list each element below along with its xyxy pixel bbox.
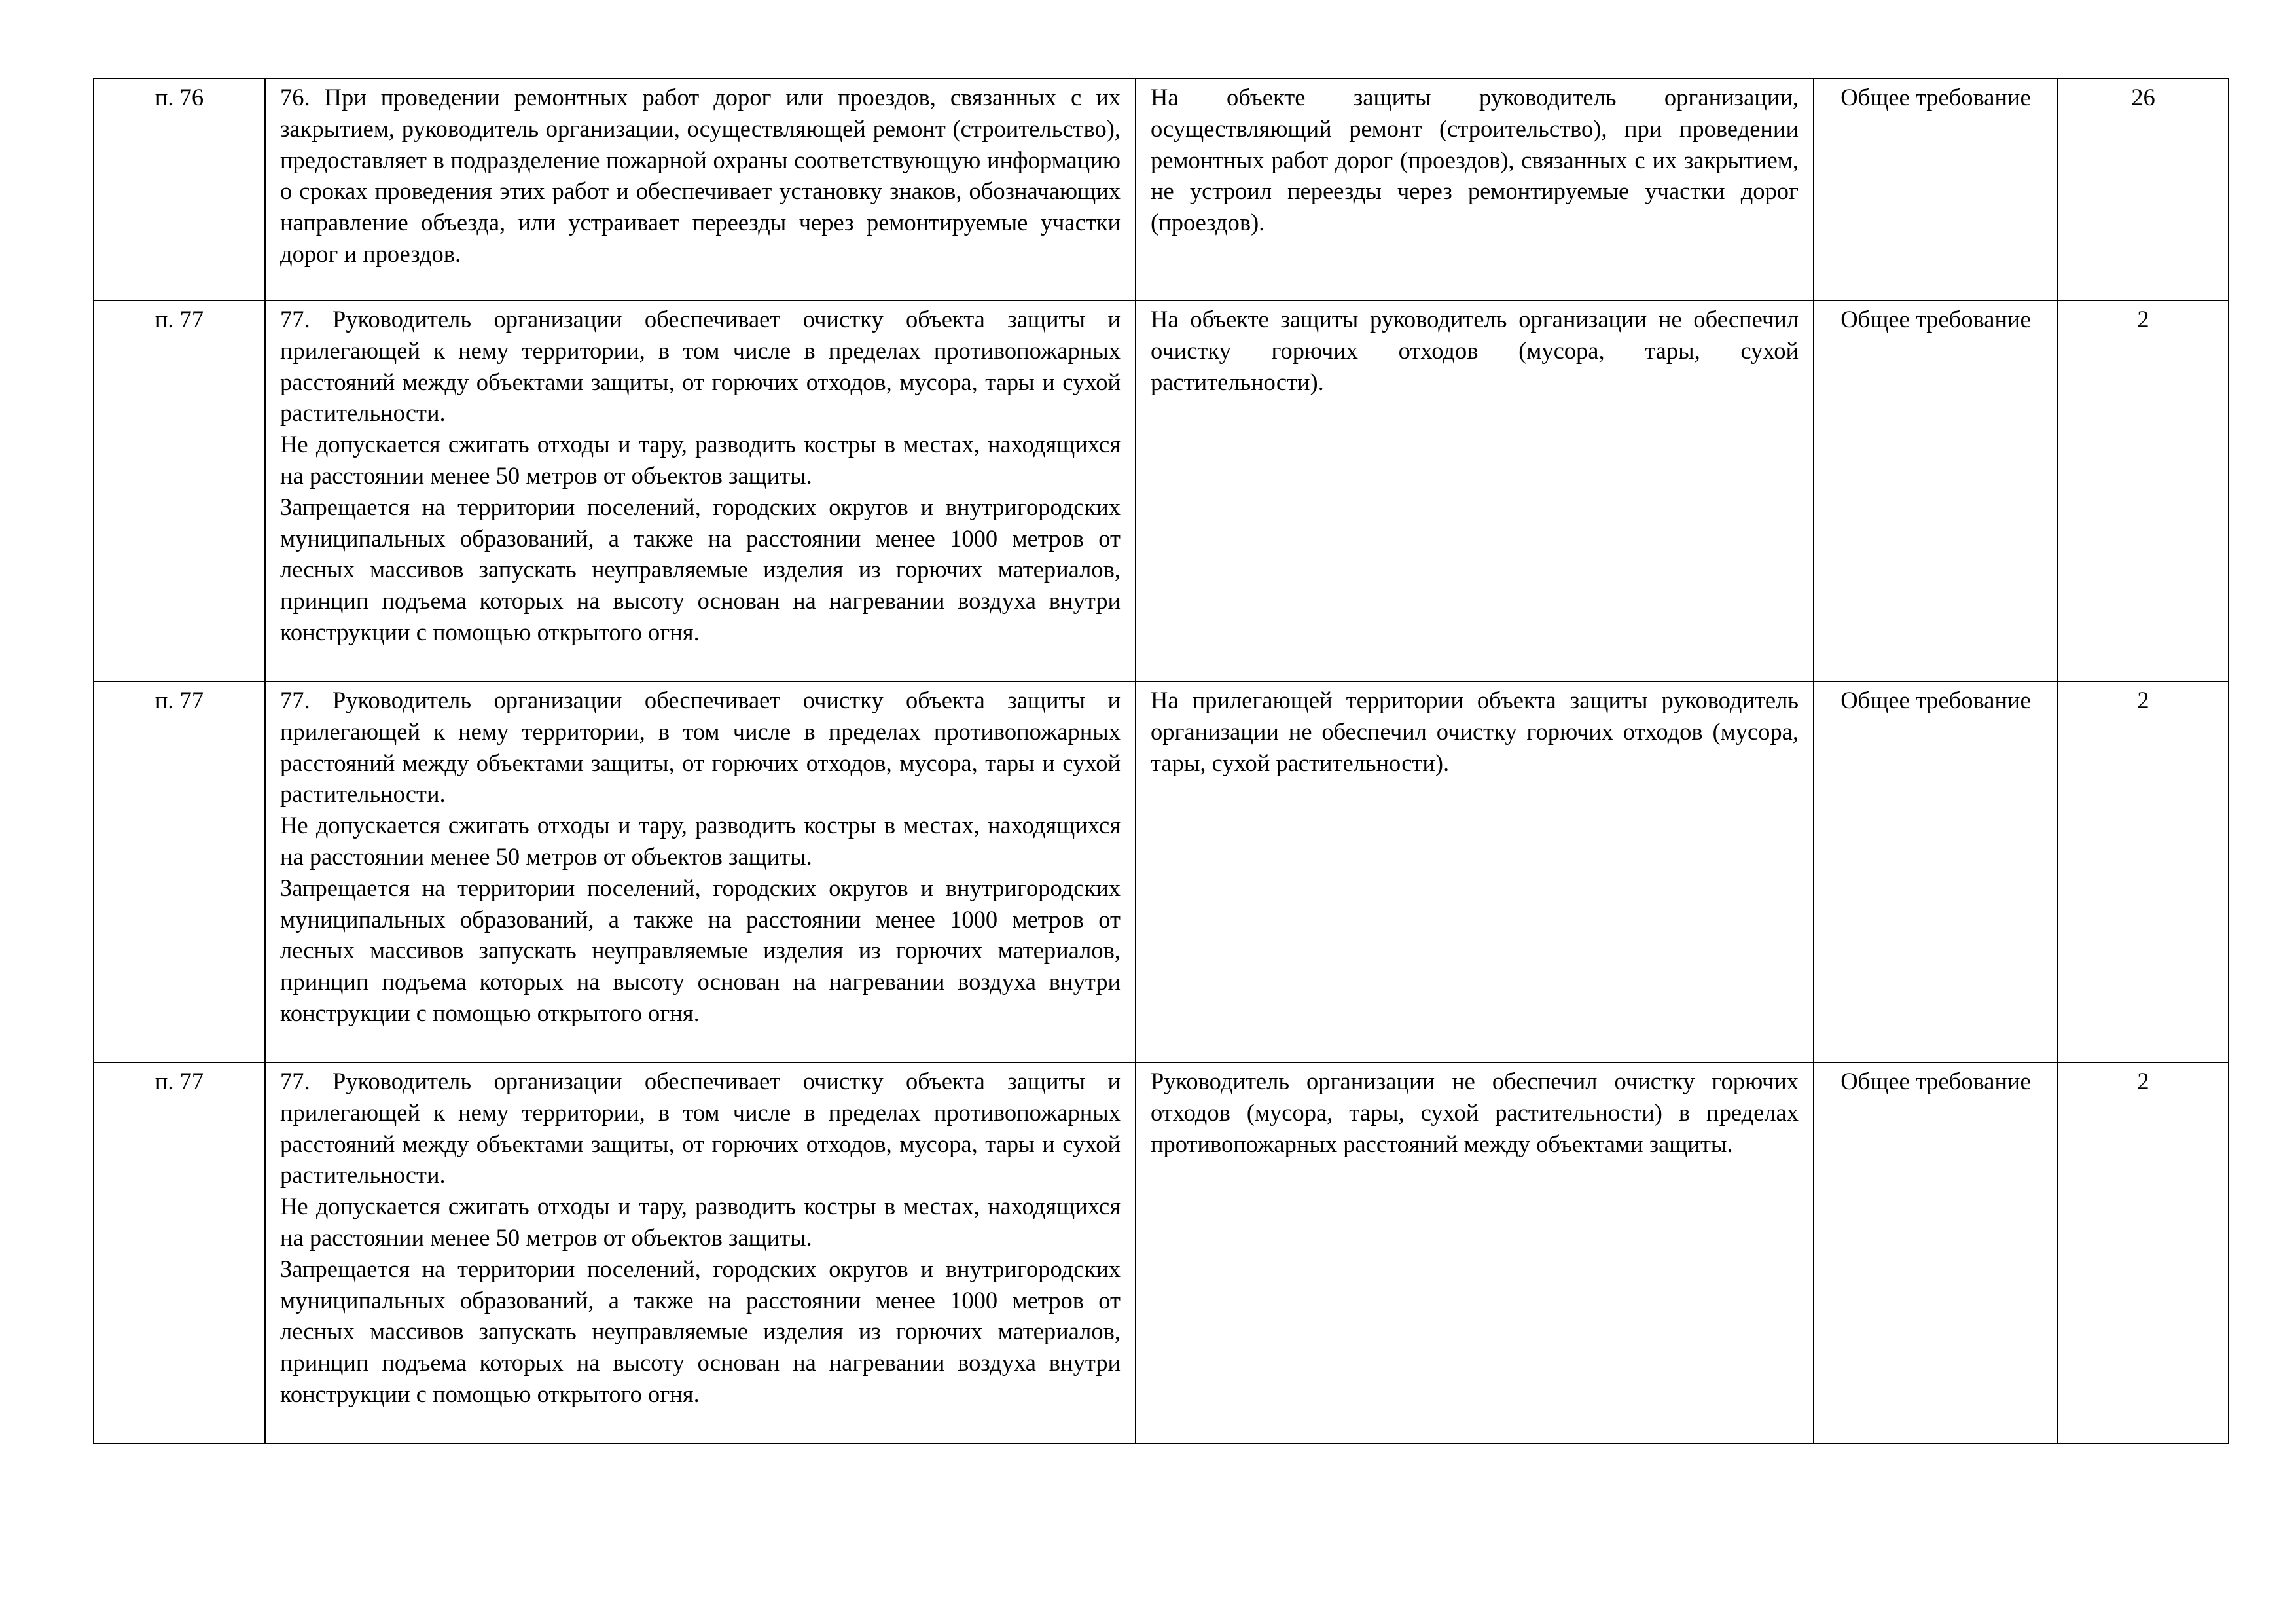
requirement-text: [265, 1062, 1136, 1443]
requirement-paragraph: Запрещается на территории поселений, городских округов и внутригородских муниципальных образований, а также на расстоянии менее 1000 метров от лесных массивов запускать неуправляемые изделия из горючих материалов, принцип подъема которых на высоту основан на нагревании воздуха внутри конструкции с помощью открытого огня.: [280, 493, 1121, 645]
count-value: 2: [2058, 1062, 2229, 1443]
violation-description: На объекте защиты руководитель организации не обеспечил очистку горючих отходов (мусора, тары, сухой растительности).: [1136, 300, 1814, 681]
requirement-paragraph: Запрещается на территории поселений, городских округов и внутригородских муниципальных образований, а также на расстоянии менее 1000 метров от лесных массивов запускать неуправляемые изделия из горючих материалов, принцип подъема которых на высоту основан на нагревании воздуха внутри конструкции с помощью открытого огня.: [280, 1255, 1121, 1407]
requirement-paragraph: 77. Руководитель организации обеспечивает очистку объекта защиты и прилегающей к нему территории, в том числе в пределах противопожарных расстояний между объектами защиты, от горючих отходов, мусора, тары и сухой растительности.: [280, 687, 1121, 808]
requirement-paragraph: Не допускается сжигать отходы и тару, разводить костры в местах, находящихся на расстоянии менее 50 метров от объектов защиты.: [280, 431, 1121, 489]
requirement-text: [265, 79, 1136, 300]
requirement-paragraph: Не допускается сжигать отходы и тару, разводить костры в местах, находящихся на расстоянии менее 50 метров от объектов защиты.: [280, 812, 1121, 870]
requirements-table: [93, 78, 2229, 1444]
requirement-type: Общее требование: [1814, 79, 2058, 300]
requirement-type: Общее требование: [1814, 1062, 2058, 1443]
violation-description: На прилегающей территории объекта защиты руководитель организации не обеспечил очистку горючих отходов (мусора, тары, сухой растительности).: [1136, 681, 1814, 1062]
requirement-type: Общее требование: [1814, 300, 2058, 681]
requirement-paragraph: 77. Руководитель организации обеспечивает очистку объекта защиты и прилегающей к нему территории, в том числе в пределах противопожарных расстояний между объектами защиты, от горючих отходов, мусора, тары и сухой растительности.: [280, 1068, 1121, 1189]
table-row: [94, 79, 2229, 300]
violation-description: Руководитель организации не обеспечил очистку горючих отходов (мусора, тары, сухой растительности) в пределах противопожарных расстояний между объектами защиты.: [1136, 1062, 1814, 1443]
clause-reference: п. 77: [94, 681, 265, 1062]
table-row: [94, 300, 2229, 681]
table-row: [94, 1062, 2229, 1443]
requirement-text: [265, 681, 1136, 1062]
clause-reference: п. 77: [94, 300, 265, 681]
requirement-type: Общее требование: [1814, 681, 2058, 1062]
count-value: 2: [2058, 681, 2229, 1062]
count-value: 2: [2058, 300, 2229, 681]
requirement-paragraph: Запрещается на территории поселений, городских округов и внутригородских муниципальных образований, а также на расстоянии менее 1000 метров от лесных массивов запускать неуправляемые изделия из горючих материалов, принцип подъема которых на высоту основан на нагревании воздуха внутри конструкции с помощью открытого огня.: [280, 874, 1121, 1026]
violation-description: На объекте защиты руководитель организации, осуществляющий ремонт (строительство), при проведении ремонтных работ дорог (проездов), связанных с их закрытием, не устроил переезды через ремонтируемые участки дорог (проездов).: [1136, 79, 1814, 300]
clause-reference: п. 76: [94, 79, 265, 300]
clause-reference: п. 77: [94, 1062, 265, 1443]
table-row: [94, 681, 2229, 1062]
count-value: 26: [2058, 79, 2229, 300]
requirement-paragraph: 77. Руководитель организации обеспечивает очистку объекта защиты и прилегающей к нему территории, в том числе в пределах противопожарных расстояний между объектами защиты, от горючих отходов, мусора, тары и сухой растительности.: [280, 306, 1121, 427]
requirement-paragraph: Не допускается сжигать отходы и тару, разводить костры в местах, находящихся на расстоянии менее 50 метров от объектов защиты.: [280, 1193, 1121, 1251]
requirement-paragraph: 76. При проведении ремонтных работ дорог или проездов, связанных с их закрытием, руководитель организации, осуществляющей ремонт (строительство), предоставляет в подразделение пожарной охраны соответствующую информацию о сроках проведения этих работ и обеспечивает установку знаков, обозначающих направление объезда, или устраивает переезды через ремонтируемые участки дорог и проездов.: [280, 84, 1121, 267]
requirement-text: [265, 300, 1136, 681]
